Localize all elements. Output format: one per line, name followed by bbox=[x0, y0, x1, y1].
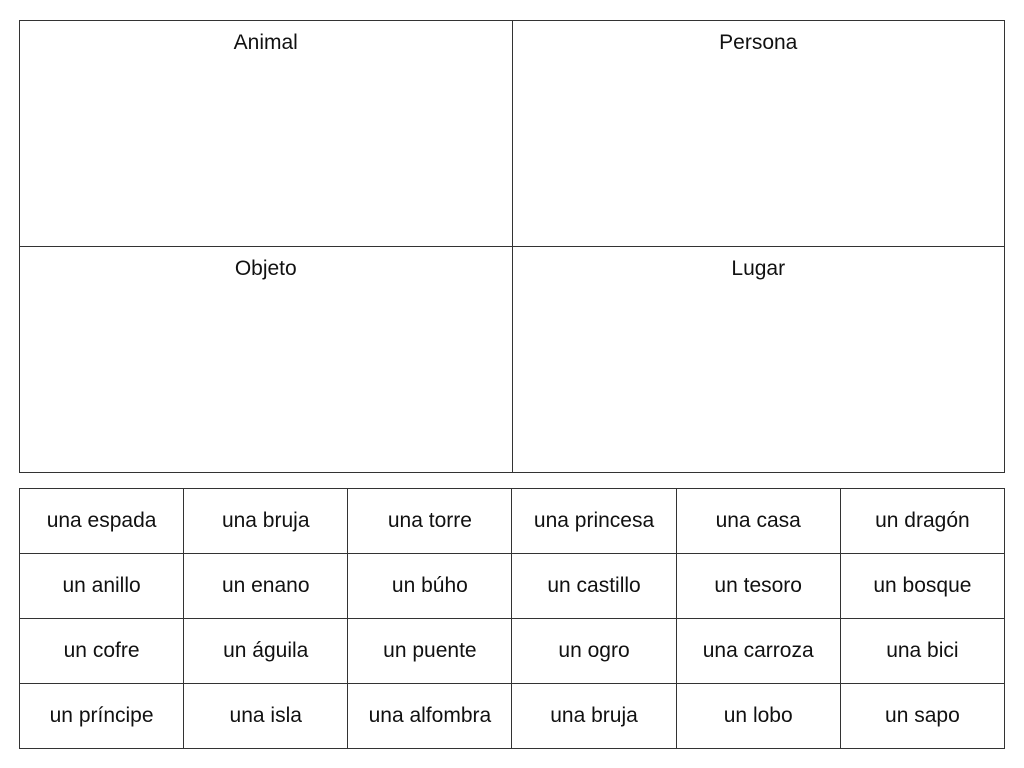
category-cell-objeto[interactable] bbox=[20, 247, 513, 473]
word-card[interactable]: una bruja bbox=[184, 489, 348, 554]
category-label-objeto: Objeto bbox=[234, 257, 297, 280]
word-card[interactable]: una carroza bbox=[676, 619, 840, 684]
word-card[interactable]: una torre bbox=[348, 489, 512, 554]
word-card[interactable]: una alfombra bbox=[348, 684, 512, 749]
word-card[interactable]: una casa bbox=[676, 489, 840, 554]
word-card[interactable]: un águila bbox=[184, 619, 348, 684]
word-row bbox=[20, 619, 1005, 684]
word-card[interactable]: un anillo bbox=[20, 554, 184, 619]
category-label-persona: Persona bbox=[719, 31, 798, 54]
word-card[interactable]: un príncipe bbox=[20, 684, 184, 749]
word-row bbox=[20, 489, 1005, 554]
word-card[interactable]: una espada bbox=[20, 489, 184, 554]
word-card[interactable]: un dragón bbox=[840, 489, 1004, 554]
category-cell-persona[interactable] bbox=[512, 21, 1005, 247]
word-card[interactable]: un tesoro bbox=[676, 554, 840, 619]
word-card[interactable]: una isla bbox=[184, 684, 348, 749]
category-label-animal: Animal bbox=[233, 31, 298, 54]
word-row bbox=[20, 684, 1005, 749]
word-card[interactable]: un sapo bbox=[840, 684, 1004, 749]
category-cell-animal[interactable] bbox=[20, 21, 513, 247]
word-card[interactable]: un enano bbox=[184, 554, 348, 619]
word-card[interactable]: un cofre bbox=[20, 619, 184, 684]
category-cell-lugar[interactable] bbox=[512, 247, 1005, 473]
word-card[interactable]: un lobo bbox=[676, 684, 840, 749]
word-bank-table bbox=[19, 488, 1005, 749]
word-card[interactable]: un castillo bbox=[512, 554, 676, 619]
category-label-lugar: Lugar bbox=[731, 257, 786, 280]
word-card[interactable]: un ogro bbox=[512, 619, 676, 684]
category-sorting-table bbox=[19, 20, 1005, 473]
category-row bbox=[20, 21, 1005, 247]
word-card[interactable]: un puente bbox=[348, 619, 512, 684]
word-row bbox=[20, 554, 1005, 619]
word-card[interactable]: una bici bbox=[840, 619, 1004, 684]
word-card[interactable]: una bruja bbox=[512, 684, 676, 749]
category-row bbox=[20, 247, 1005, 473]
word-card[interactable]: un bosque bbox=[840, 554, 1004, 619]
word-card[interactable]: un búho bbox=[348, 554, 512, 619]
word-card[interactable]: una princesa bbox=[512, 489, 676, 554]
